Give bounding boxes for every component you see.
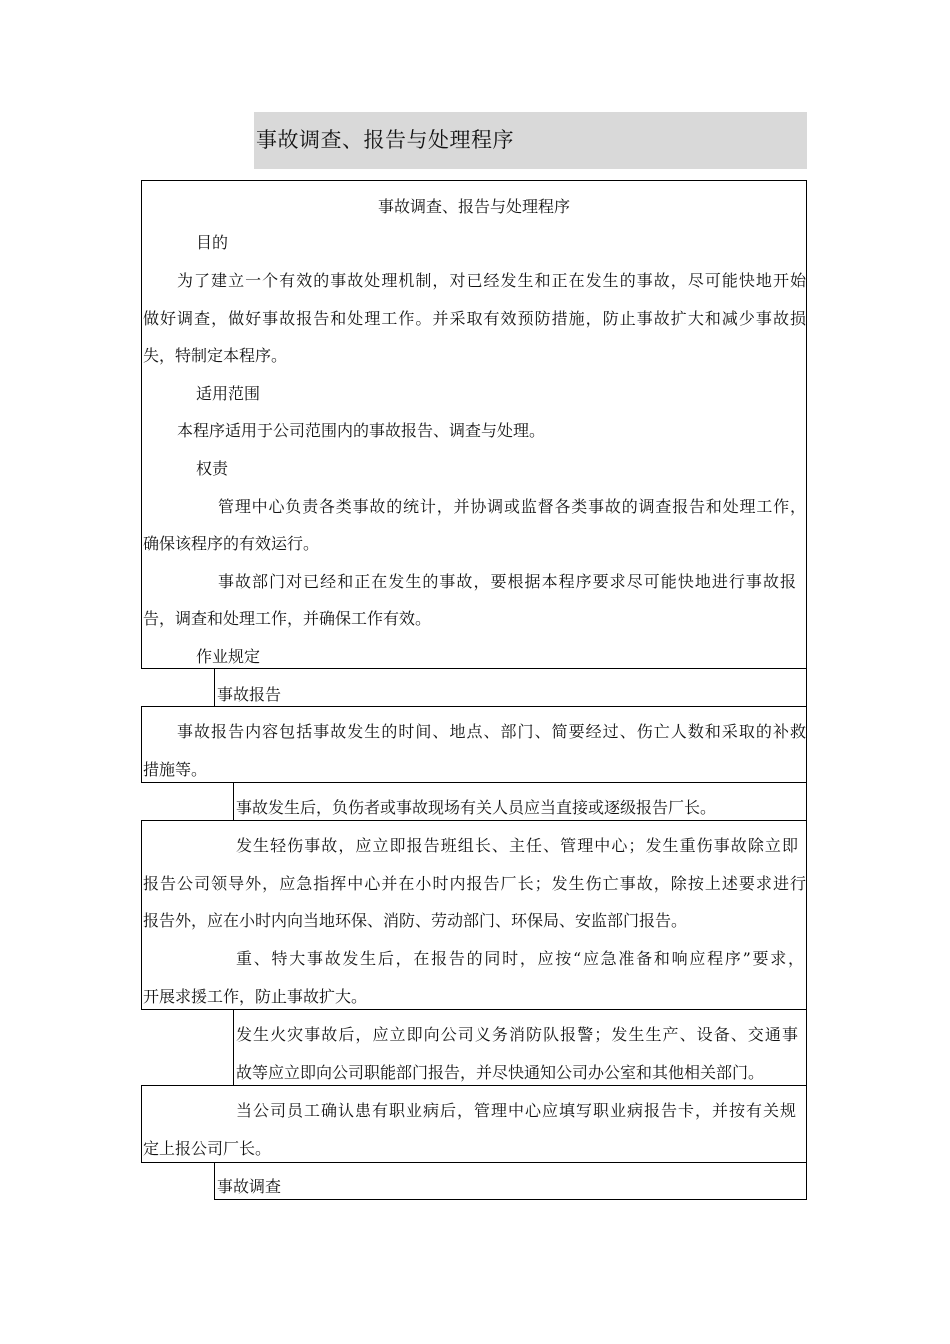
investigation-heading-block: [214, 1162, 807, 1200]
disease-line-1: 当公司员工确认患有职业病后，管理中心应填写职业病报告卡，并按有关规: [236, 1101, 796, 1120]
scope-heading: 适用范围: [196, 384, 261, 403]
header-title: 事故调查、报告与处理程序: [256, 128, 514, 152]
investigation-heading: 事故调查: [217, 1177, 282, 1196]
major-line-1: 重、特大事故发生后，在报告的同时，应按“应急准备和响应程序”要求，: [236, 949, 804, 968]
levels-line-3: 报告外，应在小时内向当地环保、消防、劳动部门、环保局、安监部门报告。: [143, 911, 688, 930]
major-line-2: 开展求援工作，防止事故扩大。: [143, 987, 368, 1006]
main-section-block: [141, 180, 807, 669]
disease-line-2: 定上报公司厂长。: [143, 1139, 272, 1158]
duties-p1-line-1: 管理中心负责各类事故的统计，并协调或监督各类事故的调查报告和处理工作，: [218, 497, 806, 516]
report-fire-block: [233, 1009, 807, 1086]
report-after-line-1: 事故发生后，负伤者或事故现场有关人员应当直接或逐级报告厂长。: [236, 798, 717, 817]
scope-line-1: 本程序适用于公司范围内的事故报告、调查与处理。: [177, 421, 546, 440]
report-levels-block: [141, 820, 807, 1010]
report-heading-block: [214, 668, 807, 707]
report-content-line-2: 措施等。: [143, 760, 208, 779]
purpose-line-1: 为了建立一个有效的事故处理机制，对已经发生和正在发生的事故，尽可能快地开始: [177, 271, 806, 290]
levels-line-1: 发生轻伤事故，应立即报告班组长、主任、管理中心；发生重伤事故除立即: [236, 836, 798, 855]
fire-line-1: 发生火灾事故后，应立即向公司义务消防队报警；发生生产、设备、交通事: [236, 1025, 798, 1044]
header-banner: [254, 112, 807, 169]
report-heading: 事故报告: [217, 685, 282, 704]
duties-p2-line-2: 告，调查和处理工作，并确保工作有效。: [143, 609, 432, 628]
duties-p2-line-1: 事故部门对已经和正在发生的事故，要根据本程序要求尽可能快地进行事故报: [218, 572, 796, 591]
report-after-block: [233, 782, 807, 821]
report-content-block: [141, 706, 807, 783]
purpose-line-3: 失，特制定本程序。: [143, 346, 288, 365]
report-disease-block: [141, 1085, 807, 1163]
report-content-line-1: 事故报告内容包括事故发生的时间、地点、部门、简要经过、伤亡人数和采取的补救: [177, 722, 806, 741]
duties-p1-line-2: 确保该程序的有效运行。: [143, 534, 320, 553]
rules-heading: 作业规定: [196, 647, 261, 666]
purpose-line-2: 做好调查，做好事故报告和处理工作。并采取有效预防措施，防止事故扩大和减少事故损: [143, 309, 806, 328]
duties-heading: 权责: [196, 459, 229, 478]
doc-title: 事故调查、报告与处理程序: [377, 197, 570, 216]
purpose-heading: 目的: [196, 233, 229, 252]
levels-line-2: 报告公司领导外，应急指挥中心并在小时内报告厂长；发生伤亡事故，除按上述要求进行: [143, 874, 806, 893]
fire-line-2: 故等应立即向公司职能部门报告，并尽快通知公司办公室和其他相关部门。: [236, 1063, 765, 1082]
